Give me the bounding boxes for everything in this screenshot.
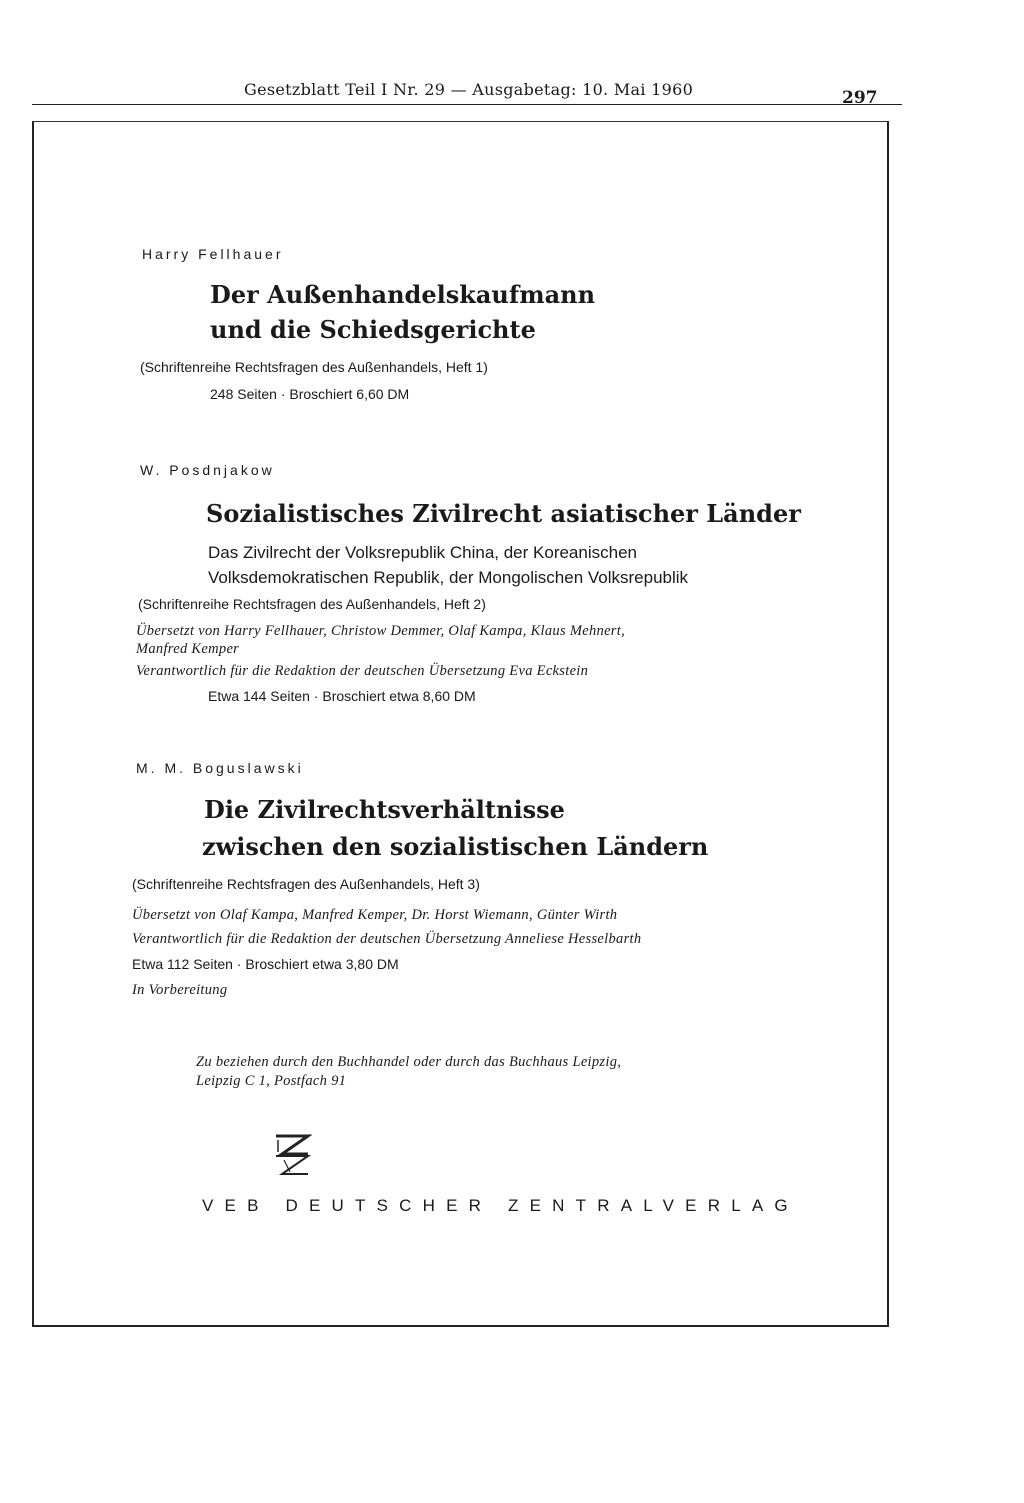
book-2-title: Sozialistisches Zivilrecht asiatischer Länder xyxy=(206,499,801,528)
book-1-series: (Schriftenreihe Rechtsfragen des Außenhandels, Heft 1) xyxy=(140,359,488,375)
book-1-details: 248 Seiten · Broschiert 6,60 DM xyxy=(210,386,410,402)
book-1-title-line-1: Der Außenhandelskaufmann xyxy=(210,280,596,309)
book-1-title-line-2: und die Schiedsgerichte xyxy=(210,315,536,344)
publisher-name: VEB DEUTSCHER ZENTRALVERLAG xyxy=(202,1196,799,1215)
running-head: Gesetzblatt Teil I Nr. 29 — Ausgabetag: 10. Mai 1960 xyxy=(244,80,694,99)
ordering-line-2: Leipzig C 1, Postfach 91 xyxy=(196,1073,347,1089)
book-1-author: Harry Fellhauer xyxy=(142,246,284,262)
book-3-credit-editor: Verantwortlich für die Redaktion der deutschen Übersetzung Anneliese Hesselbarth xyxy=(132,931,642,947)
book-2-subtitle-line-2: Volksdemokratischen Republik, der Mongolischen Volksrepublik xyxy=(208,568,689,587)
publisher-logo-icon xyxy=(272,1132,312,1178)
book-2-details: Etwa 144 Seiten · Broschiert etwa 8,60 DM xyxy=(208,688,476,704)
book-2-author: W. Posdnjakow xyxy=(140,462,275,478)
header-rule xyxy=(32,104,902,105)
book-3-title-line-2: zwischen den sozialistischen Ländern xyxy=(202,832,709,861)
book-3-credit-translators: Übersetzt von Olaf Kampa, Manfred Kemper, Dr. Horst Wiemann, Günter Wirth xyxy=(132,907,618,923)
book-2-subtitle-line-1: Das Zivilrecht der Volksrepublik China, der Koreanischen xyxy=(208,543,637,562)
book-2-credit-translators-cont: Manfred Kemper xyxy=(136,641,240,657)
book-3-series: (Schriftenreihe Rechtsfragen des Außenhandels, Heft 3) xyxy=(132,876,480,892)
page-number: 297 xyxy=(842,88,878,108)
book-3-status: In Vorbereitung xyxy=(132,982,228,998)
book-3-details: Etwa 112 Seiten · Broschiert etwa 3,80 DM xyxy=(132,956,399,972)
ordering-line-1: Zu beziehen durch den Buchhandel oder durch das Buchhaus Leipzig, xyxy=(196,1054,622,1070)
book-2-credit-editor: Verantwortlich für die Redaktion der deutschen Übersetzung Eva Eckstein xyxy=(136,663,589,679)
book-2-credit-translators: Übersetzt von Harry Fellhauer, Christow Demmer, Olaf Kampa, Klaus Mehnert, xyxy=(136,623,625,639)
book-3-author: M. M. Boguslawski xyxy=(136,760,304,776)
book-3-title-line-1: Die Zivilrechtsverhältnisse xyxy=(204,795,565,824)
book-2-series: (Schriftenreihe Rechtsfragen des Außenhandels, Heft 2) xyxy=(138,596,486,612)
